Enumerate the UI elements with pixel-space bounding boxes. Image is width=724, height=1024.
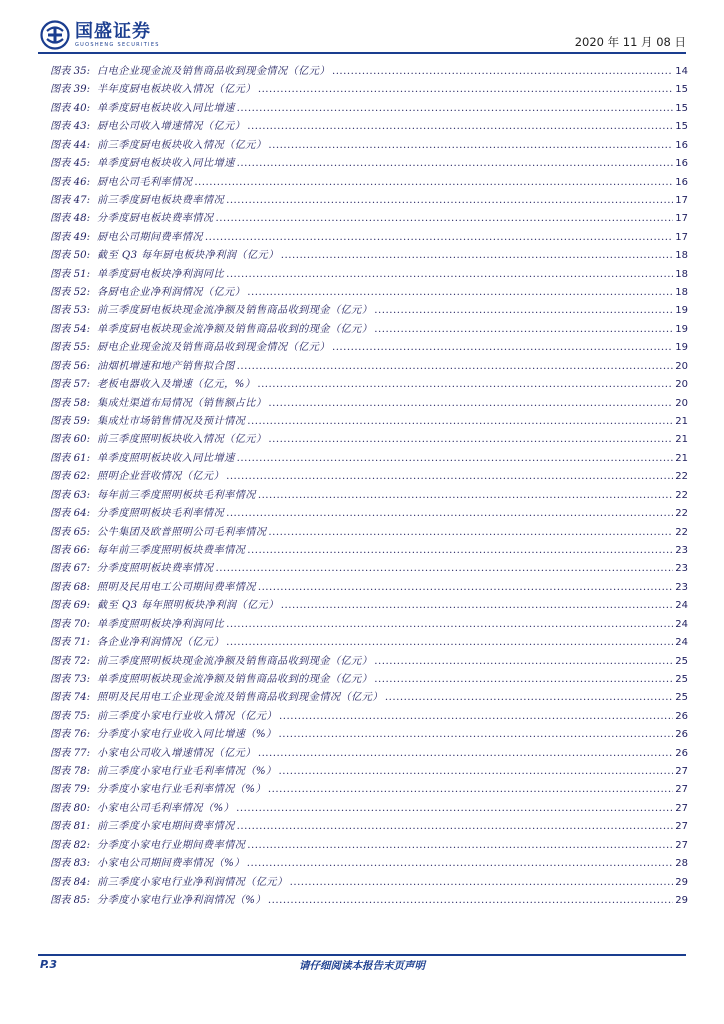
toc-entry[interactable]: [38, 560, 688, 578]
toc-dot-leader: [268, 137, 673, 155]
toc-entry-title: 小家电公司期间费率情况（%）: [97, 858, 245, 870]
toc-entry[interactable]: [38, 708, 688, 726]
toc-entry-page: 15: [675, 121, 688, 133]
toc-dot-leader: [374, 671, 673, 689]
toc-dot-leader: [258, 81, 673, 99]
toc-entry-title: 照明企业营收情况（亿元）: [97, 471, 225, 483]
toc-entry[interactable]: [38, 210, 688, 228]
toc-entry[interactable]: [38, 284, 688, 302]
toc-entry[interactable]: [38, 597, 688, 615]
toc-entry-page: 22: [675, 508, 688, 520]
toc-entry-label: 图表 62:: [50, 471, 91, 483]
toc-entry[interactable]: [38, 192, 688, 210]
toc-dot-leader: [374, 321, 673, 339]
toc-entry-label: 图表 60:: [50, 434, 91, 446]
toc-entry-title: 集成灶渠道布局情况（销售额占比）: [97, 397, 267, 409]
toc-entry-title: 油烟机增速和地产销售拟合图: [97, 360, 235, 372]
footer-divider: [38, 954, 686, 956]
toc-entry-page: 21: [675, 452, 688, 464]
toc-entry-title: 前三季度小家电行业净利润情况（亿元）: [97, 876, 288, 888]
toc-dot-leader: [258, 487, 673, 505]
toc-dot-leader: [237, 100, 674, 118]
toc-entry[interactable]: [38, 524, 688, 542]
toc-entry[interactable]: [38, 155, 688, 173]
toc-entry[interactable]: [38, 745, 688, 763]
toc-entry-label: 图表 58:: [50, 397, 91, 409]
toc-entry-page: 17: [675, 213, 688, 225]
toc-entry-label: 图表 50:: [50, 250, 91, 262]
toc-entry-title: 分季度厨电板块费率情况: [97, 213, 214, 225]
toc-entry-page: 16: [675, 158, 688, 170]
toc-entry[interactable]: [38, 339, 688, 357]
toc-entry-label: 图表 43:: [50, 121, 91, 133]
toc-entry[interactable]: [38, 358, 688, 376]
toc-entry[interactable]: [38, 302, 688, 320]
toc-entry-title: 分季度照明板块费率情况: [97, 563, 214, 575]
toc-dot-leader: [257, 376, 673, 394]
toc-entry-page: 20: [675, 360, 688, 372]
toc-entry-title: 分季度小家电行业净利润情况（%）: [97, 894, 266, 906]
toc-dot-leader: [226, 192, 673, 210]
toc-dot-leader: [268, 524, 673, 542]
toc-entry-label: 图表 85:: [50, 894, 91, 906]
toc-entry[interactable]: [38, 450, 688, 468]
toc-entry-page: 27: [675, 784, 688, 796]
toc-dot-leader: [247, 118, 673, 136]
toc-dot-leader: [226, 468, 673, 486]
toc-dot-leader: [290, 874, 674, 892]
toc-entry-label: 图表 68:: [50, 581, 91, 593]
toc-dot-leader: [237, 358, 674, 376]
toc-entry-label: 图表 77:: [50, 747, 91, 759]
toc-entry-title: 厨电企业现金流及销售商品收到现金情况（亿元）: [97, 342, 330, 354]
toc-entry-page: 22: [675, 471, 688, 483]
toc-entry-title: 前三季度照明板块收入情况（亿元）: [97, 434, 267, 446]
toc-entry[interactable]: [38, 266, 688, 284]
toc-dot-leader: [247, 413, 673, 431]
toc-entry-label: 图表 47:: [50, 194, 91, 206]
toc-entry-page: 26: [675, 729, 688, 741]
toc-entry-page: 28: [675, 858, 688, 870]
toc-entry[interactable]: [38, 63, 688, 81]
toc-entry-title: 集成灶市场销售情况及预计情况: [97, 416, 246, 428]
toc-entry-title: 小家电公司毛利率情况（%）: [97, 802, 235, 814]
toc-entry-page: 22: [675, 526, 688, 538]
toc-entry-page: 19: [675, 342, 688, 354]
toc-entry-label: 图表 48:: [50, 213, 91, 225]
toc-entry[interactable]: [38, 321, 688, 339]
toc-entry-page: 24: [675, 600, 688, 612]
toc-entry-page: 21: [675, 416, 688, 428]
toc-entry-label: 图表 66:: [50, 544, 91, 556]
toc-entry-page: 25: [675, 673, 688, 685]
toc-entry-title: 前三季度小家电期间费率情况: [97, 821, 235, 833]
toc-entry-label: 图表 55:: [50, 342, 91, 354]
toc-entry-label: 图表 56:: [50, 360, 91, 372]
toc-entry[interactable]: [38, 837, 688, 855]
chart-index-list: [38, 63, 688, 910]
header-divider: [38, 52, 686, 54]
toc-dot-leader: [385, 689, 673, 707]
toc-entry-label: 图表 76:: [50, 729, 91, 741]
toc-entry-page: 24: [675, 618, 688, 630]
toc-entry-label: 图表 52:: [50, 287, 91, 299]
toc-dot-leader: [226, 616, 673, 634]
toc-entry-label: 图表 40:: [50, 102, 91, 114]
toc-entry-title: 前三季度小家电行业收入情况（亿元）: [97, 710, 278, 722]
toc-entry-title: 各企业净利润情况（亿元）: [97, 637, 225, 649]
toc-dot-leader: [268, 395, 673, 413]
toc-dot-leader: [247, 542, 673, 560]
toc-entry-label: 图表 53:: [50, 305, 91, 317]
toc-dot-leader: [332, 63, 673, 81]
toc-entry-page: 18: [675, 268, 688, 280]
toc-entry[interactable]: [38, 855, 688, 873]
guosheng-logo-icon: [40, 20, 70, 50]
toc-entry-title: 前三季度厨电板块收入情况（亿元）: [97, 139, 267, 151]
toc-entry[interactable]: [38, 874, 688, 892]
toc-dot-leader: [226, 634, 673, 652]
toc-entry[interactable]: [38, 376, 688, 394]
toc-dot-leader: [237, 450, 674, 468]
toc-dot-leader: [281, 597, 674, 615]
toc-entry[interactable]: [38, 505, 688, 523]
toc-entry-page: 29: [675, 876, 688, 888]
toc-entry[interactable]: [38, 137, 688, 155]
toc-entry-label: 图表 39:: [50, 84, 91, 96]
toc-entry-label: 图表 84:: [50, 876, 91, 888]
toc-dot-leader: [258, 579, 673, 597]
page-number: P.3: [40, 958, 58, 971]
toc-entry-label: 图表 75:: [50, 710, 91, 722]
toc-entry[interactable]: [38, 174, 688, 192]
toc-entry-title: 厨电公司毛利率情况: [97, 176, 193, 188]
toc-entry-page: 29: [675, 894, 688, 906]
toc-dot-leader: [194, 174, 673, 192]
toc-entry[interactable]: [38, 100, 688, 118]
toc-entry-page: 26: [675, 710, 688, 722]
toc-entry-page: 16: [675, 176, 688, 188]
toc-entry-label: 图表 71:: [50, 637, 91, 649]
toc-dot-leader: [279, 763, 674, 781]
toc-dot-leader: [226, 266, 673, 284]
toc-entry-label: 图表 64:: [50, 508, 91, 520]
toc-entry-label: 图表 80:: [50, 802, 91, 814]
toc-entry-page: 25: [675, 692, 688, 704]
toc-dot-leader: [205, 229, 673, 247]
toc-entry[interactable]: [38, 653, 688, 671]
toc-entry-title: 分季度照明板块毛利率情况: [97, 508, 225, 520]
logo-subtitle: GUOSHENG SECURITIES: [75, 41, 160, 48]
toc-entry-label: 图表 65:: [50, 526, 91, 538]
toc-entry-page: 17: [675, 231, 688, 243]
toc-entry[interactable]: [38, 800, 688, 818]
toc-entry-page: 14: [675, 66, 688, 77]
toc-entry-page: 23: [675, 544, 688, 556]
toc-dot-leader: [247, 855, 674, 873]
toc-entry-label: 图表 78:: [50, 766, 91, 778]
toc-entry-label: 图表 49:: [50, 231, 91, 243]
toc-dot-leader: [279, 708, 673, 726]
toc-dot-leader: [374, 302, 673, 320]
toc-entry-title: 分季度小家电行业毛利率情况（%）: [97, 784, 266, 796]
toc-entry[interactable]: [38, 579, 688, 597]
toc-entry-title: 各厨电企业净利润情况（亿元）: [97, 287, 246, 299]
toc-entry-title: 厨电公司期间费率情况: [97, 231, 203, 243]
toc-entry-page: 23: [675, 581, 688, 593]
toc-entry-page: 19: [675, 323, 688, 335]
toc-dot-leader: [247, 837, 673, 855]
toc-entry-title: 照明及民用电工公司期间费率情况: [97, 581, 256, 593]
toc-dot-leader: [281, 247, 674, 265]
toc-entry-page: 23: [675, 563, 688, 575]
toc-entry-page: 18: [675, 287, 688, 299]
toc-entry[interactable]: [38, 892, 688, 910]
toc-entry-page: 20: [675, 379, 688, 391]
toc-dot-leader: [268, 781, 673, 799]
toc-entry[interactable]: [38, 487, 688, 505]
toc-dot-leader: [374, 653, 673, 671]
toc-entry-title: 截至 Q3 每年照明板块净利润（亿元）: [97, 600, 279, 612]
toc-entry-title: 每年前三季度照明板块毛利率情况: [97, 489, 256, 501]
toc-entry-title: 截至 Q3 每年厨电板块净利润（亿元）: [97, 250, 279, 262]
toc-entry-title: 单季度照明板块收入同比增速: [97, 452, 235, 464]
toc-dot-leader: [279, 726, 674, 744]
toc-entry-label: 图表 63:: [50, 489, 91, 501]
toc-entry-page: 19: [675, 305, 688, 317]
toc-entry-label: 图表 54:: [50, 323, 91, 335]
toc-entry-page: 15: [675, 84, 688, 96]
toc-entry-title: 单季度厨电板块现金流净额及销售商品收到的现金（亿元）: [97, 323, 373, 335]
toc-entry-title: 单季度厨电板块收入同比增速: [97, 158, 235, 170]
toc-entry-page: 22: [675, 489, 688, 501]
toc-entry[interactable]: [38, 118, 688, 136]
toc-entry[interactable]: [38, 763, 688, 781]
toc-entry-page: 20: [675, 397, 688, 409]
footer-disclaimer: 请仔细阅读本报告末页声明: [299, 960, 425, 972]
toc-entry-title: 白电企业现金流及销售商品收到现金情况（亿元）: [97, 66, 330, 77]
toc-dot-leader: [268, 892, 673, 910]
report-date: 2020 年 11 月 08 日: [574, 35, 686, 49]
toc-entry-title: 厨电公司收入增速情况（亿元）: [97, 121, 246, 133]
toc-entry-page: 25: [675, 655, 688, 667]
toc-entry-label: 图表 70:: [50, 618, 91, 630]
toc-entry-label: 图表 59:: [50, 416, 91, 428]
toc-entry[interactable]: [38, 247, 688, 265]
toc-entry-page: 27: [675, 766, 688, 778]
toc-entry[interactable]: [38, 413, 688, 431]
toc-entry[interactable]: [38, 229, 688, 247]
toc-entry-title: 单季度照明板块净利润同比: [97, 618, 225, 630]
toc-entry-title: 分季度小家电行业收入同比增速（%）: [97, 729, 277, 741]
toc-entry-title: 单季度厨电板块净利润同比: [97, 268, 225, 280]
toc-entry[interactable]: [38, 818, 688, 836]
toc-entry-title: 前三季度厨电板块现金流净额及销售商品收到现金（亿元）: [97, 305, 373, 317]
toc-entry-label: 图表 79:: [50, 784, 91, 796]
toc-dot-leader: [215, 210, 673, 228]
toc-entry-label: 图表 45:: [50, 158, 91, 170]
toc-entry-title: 分季度小家电行业期间费率情况: [97, 839, 246, 851]
toc-dot-leader: [226, 505, 673, 523]
toc-entry-title: 前三季度厨电板块费率情况: [97, 194, 225, 206]
toc-entry-label: 图表 57:: [50, 379, 91, 391]
toc-dot-leader: [258, 745, 673, 763]
toc-entry[interactable]: [38, 616, 688, 634]
toc-entry-label: 图表 51:: [50, 268, 91, 280]
toc-entry-label: 图表 81:: [50, 821, 91, 833]
toc-dot-leader: [247, 284, 673, 302]
toc-entry-label: 图表 72:: [50, 655, 91, 667]
toc-entry[interactable]: [38, 542, 688, 560]
toc-entry-title: 小家电公司收入增速情况（亿元）: [97, 747, 256, 759]
toc-entry-label: 图表 46:: [50, 176, 91, 188]
toc-entry-page: 26: [675, 747, 688, 759]
toc-entry-title: 单季度厨电板块收入同比增速: [97, 102, 235, 114]
toc-entry-title: 老板电器收入及增速（亿元，%）: [97, 379, 256, 391]
toc-entry-title: 前三季度小家电行业毛利率情况（%）: [97, 766, 277, 778]
toc-entry-page: 27: [675, 802, 688, 814]
toc-entry-label: 图表 61:: [50, 452, 91, 464]
toc-entry-title: 公牛集团及欧普照明公司毛利率情况: [97, 526, 267, 538]
toc-entry[interactable]: [38, 81, 688, 99]
toc-entry-page: 24: [675, 637, 688, 649]
toc-dot-leader: [268, 431, 673, 449]
toc-entry-page: 15: [675, 102, 688, 114]
toc-dot-leader: [215, 560, 673, 578]
toc-entry-title: 单季度照明板块现金流净额及销售商品收到的现金（亿元）: [97, 673, 373, 685]
toc-dot-leader: [237, 818, 674, 836]
toc-entry[interactable]: [38, 689, 688, 707]
logo-name: 国盛证券: [75, 20, 151, 42]
toc-dot-leader: [236, 800, 673, 818]
toc-entry-label: 图表 35:: [50, 66, 91, 77]
toc-entry[interactable]: [38, 468, 688, 486]
toc-entry[interactable]: [38, 781, 688, 799]
toc-entry-label: 图表 74:: [50, 692, 91, 704]
toc-entry-label: 图表 83:: [50, 858, 91, 870]
toc-entry[interactable]: [38, 634, 688, 652]
toc-entry-label: 图表 44:: [50, 139, 91, 151]
toc-entry[interactable]: [38, 431, 688, 449]
toc-entry-title: 每年前三季度照明板块费率情况: [97, 544, 246, 556]
toc-entry-title: 照明及民用电工企业现金流及销售商品收到现金情况（亿元）: [97, 692, 383, 704]
toc-entry-label: 图表 82:: [50, 839, 91, 851]
toc-entry[interactable]: [38, 395, 688, 413]
toc-entry-title: 前三季度照明板块现金流净额及销售商品收到现金（亿元）: [97, 655, 373, 667]
toc-entry-page: 27: [675, 821, 688, 833]
toc-entry-page: 21: [675, 434, 688, 446]
toc-entry-page: 18: [675, 250, 688, 262]
company-logo: [40, 20, 160, 50]
toc-entry-label: 图表 69:: [50, 600, 91, 612]
toc-dot-leader: [332, 339, 673, 357]
toc-dot-leader: [237, 155, 674, 173]
toc-entry-label: 图表 67:: [50, 563, 91, 575]
toc-entry-page: 17: [675, 194, 688, 206]
toc-entry-label: 图表 73:: [50, 673, 91, 685]
toc-entry-page: 27: [675, 839, 688, 851]
toc-entry-title: 半年度厨电板块收入情况（亿元）: [97, 84, 256, 96]
toc-entry[interactable]: [38, 671, 688, 689]
page-header: [0, 0, 724, 60]
toc-entry[interactable]: [38, 726, 688, 744]
toc-entry-page: 16: [675, 139, 688, 151]
